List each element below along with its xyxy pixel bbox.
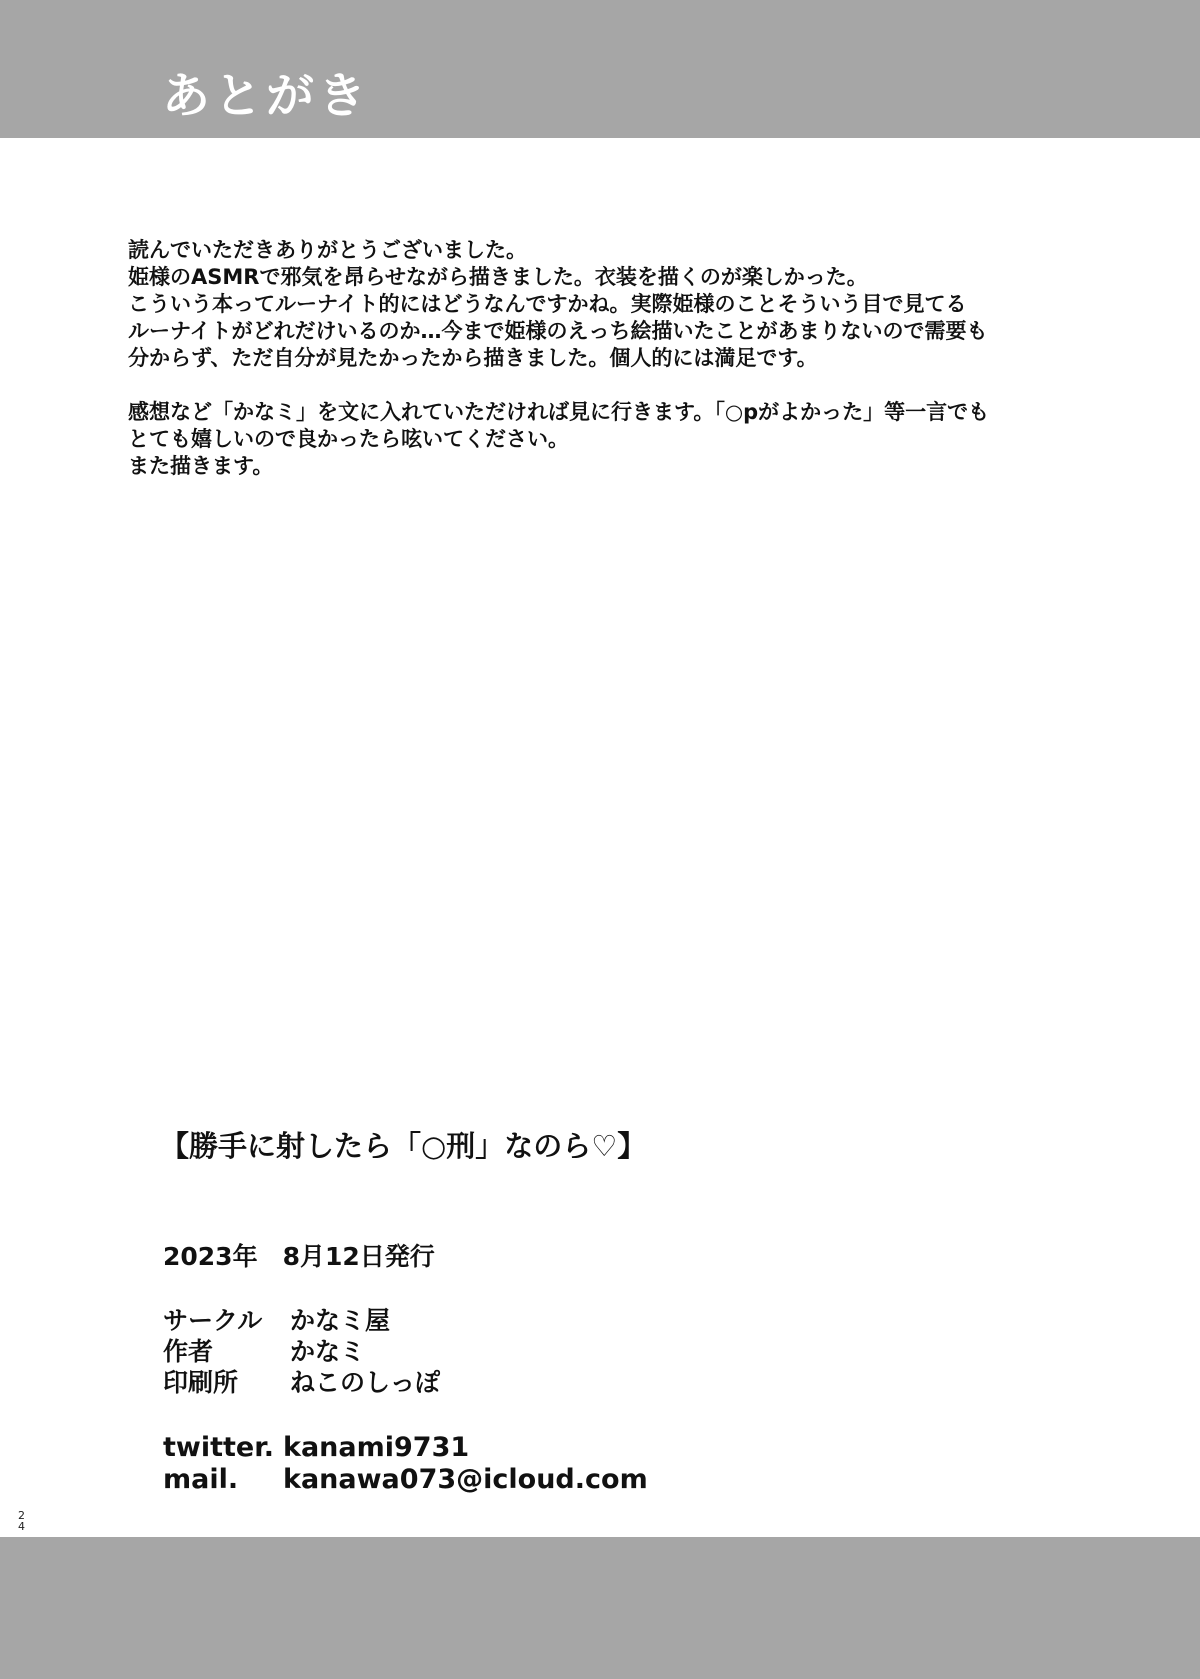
printer-label: 印刷所 bbox=[163, 1368, 239, 1397]
twitter-label: twitter. bbox=[163, 1432, 274, 1463]
afterword-line: また描きます。 bbox=[128, 454, 274, 478]
printer-value: ねこのしっぽ bbox=[290, 1368, 441, 1397]
afterword-line: ルーナイトがどれだけいるのか…今まで姫様のえっち絵描いたことがあまりないので需要も bbox=[128, 319, 988, 343]
twitter-handle: kanami9731 bbox=[283, 1432, 470, 1463]
printer-row bbox=[163, 1367, 440, 1398]
afterword-line: 分からず、ただ自分が見たかったから描きました。個人的には満足です。 bbox=[128, 346, 818, 370]
contact-info bbox=[163, 1432, 648, 1496]
credits bbox=[163, 1305, 440, 1398]
publication-date: 2023年 8月12日発行 bbox=[163, 1242, 435, 1271]
paragraph-gap bbox=[128, 372, 1088, 399]
circle-row bbox=[163, 1305, 440, 1336]
book-title: 【勝手に射したら「○刑」なのら♡】 bbox=[160, 1129, 647, 1163]
mail-label: mail. bbox=[163, 1464, 239, 1495]
author-value: かなミ bbox=[290, 1337, 366, 1366]
page-title: あとがき bbox=[162, 68, 371, 124]
circle-value: かなミ屋 bbox=[290, 1306, 391, 1335]
mail-row bbox=[163, 1464, 648, 1496]
twitter-row bbox=[163, 1432, 648, 1464]
mail-address: kanawa073@icloud.com bbox=[283, 1464, 648, 1495]
afterword-line: 姫様のASMRで邪気を昂らせながら描きました。衣装を描くのが楽しかった。 bbox=[128, 265, 868, 289]
author-label: 作者 bbox=[163, 1337, 214, 1366]
afterword-line: 感想など「かなミ」を文に入れていただければ見に行きます。「○pがよかった」等一言でも bbox=[128, 400, 990, 424]
afterword-line: とても嬉しいので良かったら呟いてください。 bbox=[128, 427, 569, 451]
afterword-line: こういう本ってルーナイト的にはどうなんですかね。実際姫様のことそういう目で見てる bbox=[128, 292, 967, 316]
circle-label: サークル bbox=[163, 1306, 263, 1335]
afterword-text bbox=[128, 237, 1088, 480]
author-row bbox=[163, 1336, 440, 1367]
afterword-line: 読んでいただきありがとうございました。 bbox=[128, 238, 527, 262]
page-number: 24 bbox=[18, 1509, 25, 1533]
footer-band bbox=[0, 1537, 1200, 1679]
